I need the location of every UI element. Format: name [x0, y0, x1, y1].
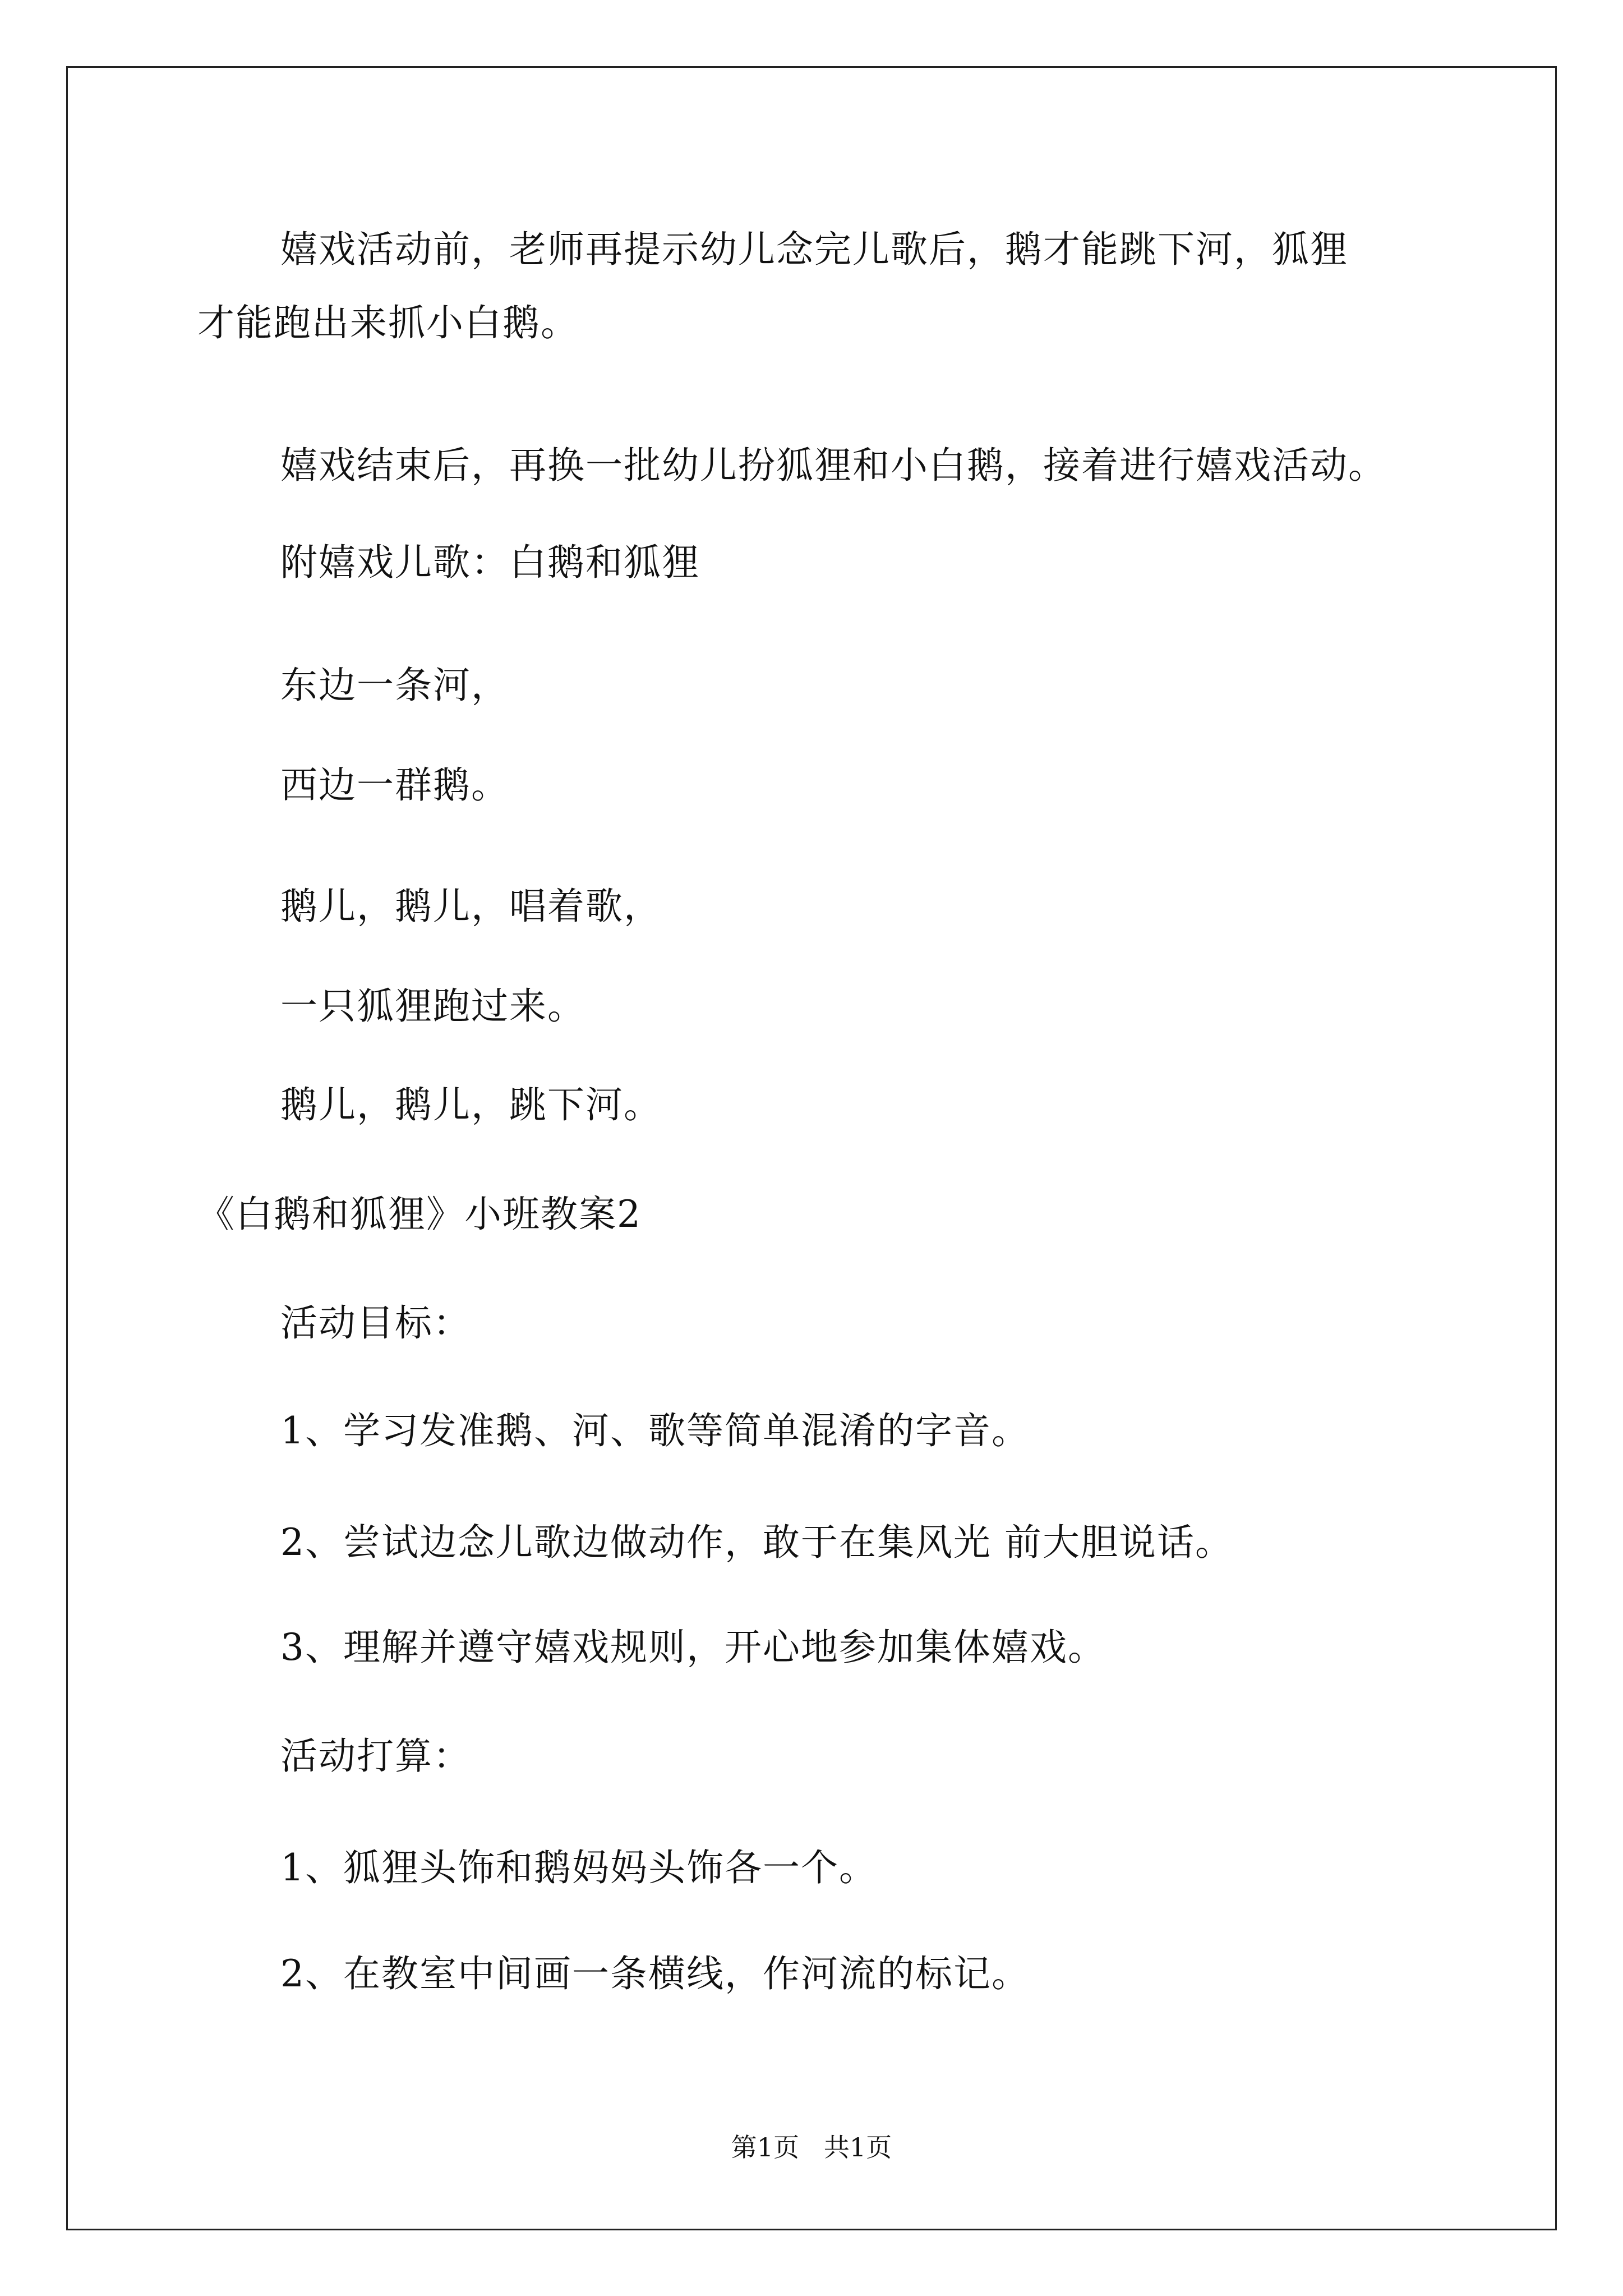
poem-line: 一只狐狸跑过来。	[280, 984, 585, 1028]
paragraph-line: 嬉戏结束后，再换一批幼儿扮狐狸和小白鹅，接着进行嬉戏活动。	[280, 444, 1386, 487]
list-item: 1、学习发准鹅、河、歌等简单混淆的字音。	[280, 1409, 1030, 1452]
poem-line: 鹅儿，鹅儿，跳下河。	[280, 1083, 662, 1126]
paragraph-line: 才能跑出来抓小白鹅。	[197, 301, 579, 344]
paragraph-line: 嬉戏活动前，老师再提示幼儿念完儿歌后，鹅才能跳下河，狐狸	[280, 228, 1348, 271]
poem-line: 西边一群鹅。	[280, 763, 509, 807]
paragraph-line: 附嬉戏儿歌：白鹅和狐狸	[280, 541, 700, 584]
section-heading: 活动打算：	[280, 1734, 471, 1778]
section-title: 《白鹅和狐狸》小班教案2	[197, 1193, 642, 1236]
page-frame	[66, 66, 1557, 2230]
list-item: 1、狐狸头饰和鹅妈妈头饰各一个。	[280, 1846, 877, 1889]
list-item: 2、尝试边念儿歌边做动作，敢于在集风光 前大胆说话。	[280, 1521, 1233, 1564]
list-item: 2、在教室中间画一条横线，作河流的标记。	[280, 1952, 1030, 1995]
section-heading: 活动目标：	[280, 1301, 471, 1345]
poem-line: 鹅儿，鹅儿，唱着歌，	[280, 885, 662, 928]
list-item: 3、理解并遵守嬉戏规则，开心地参加集体嬉戏。	[280, 1626, 1106, 1669]
poem-line: 东边一条河，	[280, 664, 509, 707]
page-footer: 第1页 共1页	[731, 2132, 892, 2162]
